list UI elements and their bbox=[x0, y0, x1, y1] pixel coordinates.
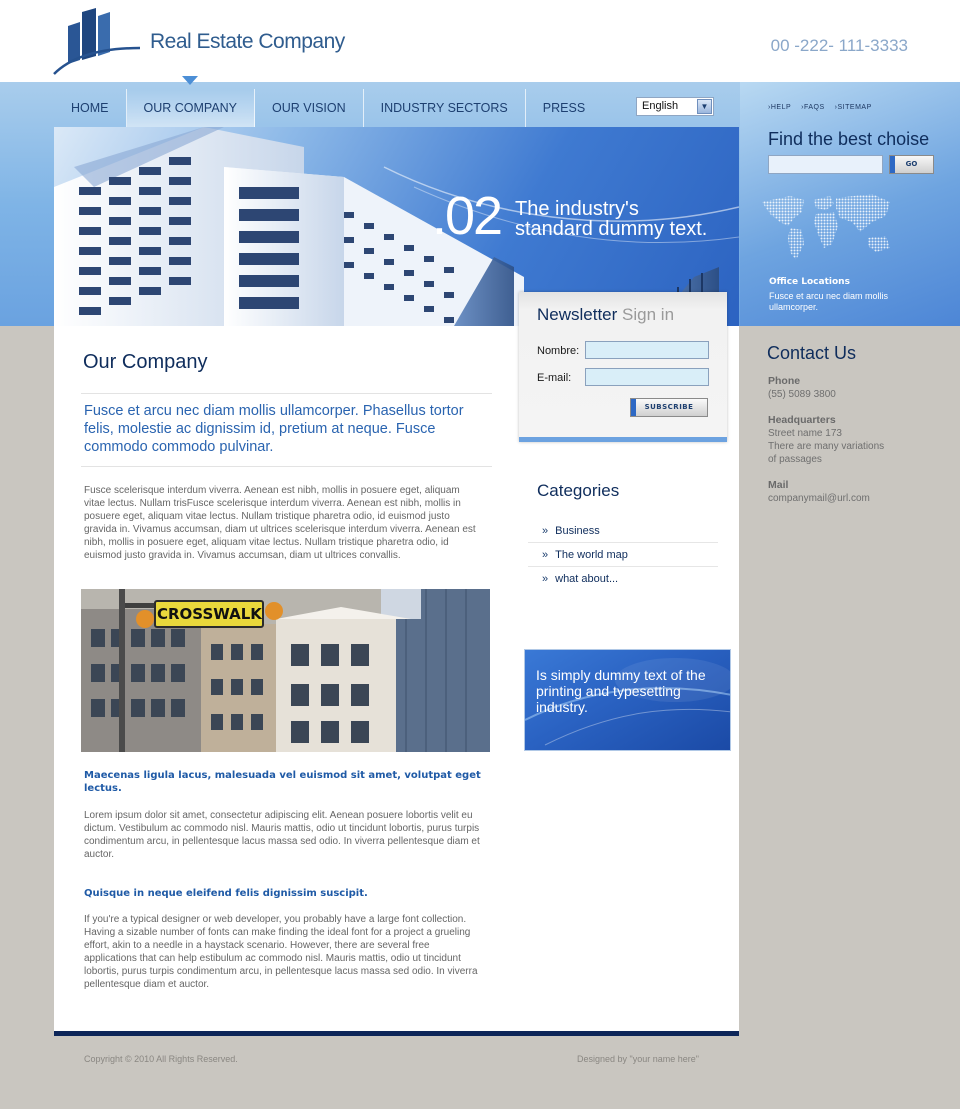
search-go-button[interactable]: GO bbox=[889, 155, 934, 174]
category-item-business[interactable] bbox=[528, 519, 718, 543]
category-label: The world map bbox=[555, 549, 628, 561]
search-input[interactable] bbox=[768, 155, 883, 174]
newsletter-title-soft: Sign in bbox=[622, 305, 675, 324]
phone-value: (55) 5089 3800 bbox=[768, 389, 836, 400]
title-divider bbox=[81, 393, 492, 394]
main-nav bbox=[54, 89, 602, 127]
crosswalk-sign-text: CROSSWALK bbox=[157, 605, 262, 623]
categories-list bbox=[528, 519, 718, 591]
email-label: E-mail: bbox=[537, 372, 572, 384]
nav-industry-sectors-label: INDUSTRY SECTORS bbox=[380, 101, 508, 115]
category-item-world-map[interactable] bbox=[528, 543, 718, 567]
newsletter-title-main: Newsletter bbox=[537, 305, 618, 324]
contact-phone bbox=[768, 375, 938, 401]
section-paragraph-2: If you're a typical designer or web developer, you probably have a large font collection. Having a sizable number of fonts can make finding the ideal font for a project a grueling effort, akin to a needle in a haystack scenario. However, there are several free applications that can help estibulum ac commodo nisl. Mauris mattis, odio ut tincidunt lobortis, purus turpis condimentum arcu, in pellentesque lacus massa sed odio. In viverra pellentesque diam et auctor. bbox=[84, 914, 478, 990]
language-value: English bbox=[642, 100, 679, 112]
crosswalk-photo bbox=[81, 589, 490, 752]
category-label: what about... bbox=[555, 573, 619, 585]
promo-text: Is simply dummy text of the printing and typesetting industry. bbox=[536, 667, 706, 715]
mail-value[interactable]: companymail@url.com bbox=[768, 493, 870, 504]
lead-divider bbox=[81, 466, 492, 467]
hero-number: .02 bbox=[432, 186, 502, 246]
hq-line-1: Street name 173 bbox=[768, 428, 842, 439]
nav-our-vision[interactable] bbox=[255, 89, 364, 127]
category-item-what-about[interactable] bbox=[528, 567, 718, 591]
newsletter-box bbox=[519, 292, 727, 442]
phone-label: Phone bbox=[768, 375, 801, 387]
section-heading-2: Quisque in neque eleifend felis dignissim suscipit. bbox=[84, 888, 368, 899]
mail-label: Mail bbox=[768, 479, 789, 491]
newsletter-bottom-bar bbox=[519, 437, 727, 442]
hero-line-1: The industry's bbox=[515, 198, 639, 220]
category-label: Business bbox=[555, 525, 600, 537]
hq-line-3: of passages bbox=[768, 454, 822, 465]
nav-our-vision-label: OUR VISION bbox=[272, 101, 346, 115]
brand-name: Real Estate Company bbox=[150, 30, 345, 53]
company-logo[interactable] bbox=[52, 8, 142, 76]
header-phone: 00 -222- 111-3333 bbox=[770, 36, 908, 55]
promo-banner[interactable] bbox=[524, 649, 731, 751]
hero-line-2: standard dummy text. bbox=[515, 218, 708, 240]
double-chevron-icon: » bbox=[542, 549, 549, 561]
hq-label: Headquarters bbox=[768, 414, 836, 426]
nav-industry-sectors[interactable] bbox=[364, 89, 526, 127]
name-label: Nombre: bbox=[537, 345, 580, 357]
nav-home-label: HOME bbox=[71, 101, 109, 115]
lead-paragraph: Fusce et arcu nec diam mollis ullamcorper. Phasellus tortor felis, molestie ac dignissim id, pretium at neque. Fusce commodo commodo pulvinar. bbox=[84, 403, 464, 455]
name-input[interactable] bbox=[585, 341, 709, 359]
categories-title: Categories bbox=[537, 481, 620, 500]
office-locations-text: Fusce et arcu nec diam mollis ullamcorper. bbox=[769, 291, 889, 312]
section-heading-1: Maecenas ligula lacus, malesuada vel euismod sit amet, volutpat eget lectus. bbox=[84, 770, 481, 794]
office-locations-title[interactable]: Office Locations bbox=[769, 277, 850, 287]
nav-press[interactable] bbox=[526, 89, 602, 127]
active-arrow-icon bbox=[182, 76, 198, 85]
hero-tagline bbox=[515, 199, 707, 239]
section-paragraph-1: Lorem ipsum dolor sit amet, consectetur adipiscing elit. Aenean posuere lobortis velit eu dictum. Vestibulum ac commodo nisl. Mauris mattis, odio ut tincidunt lobortis, purus turpis condimentum arcu, in pellentesque lacus massa sed odio. In viverra pellentesque diam et auctor. bbox=[84, 810, 480, 860]
faqs-link[interactable]: › FAQS bbox=[801, 104, 825, 111]
chevron-down-icon[interactable]: ▼ bbox=[697, 99, 712, 114]
newsletter-title bbox=[537, 305, 674, 325]
designer-credit: Designed by "your name here" bbox=[577, 1054, 699, 1064]
page-title: Our Company bbox=[83, 351, 208, 373]
subscribe-button[interactable]: SUBSCRIBE bbox=[630, 398, 708, 417]
intro-paragraph: Fusce scelerisque interdum viverra. Aenean est nibh, mollis in posuere eget, aliquam vitae lectus. Nullam trisFusce scelerisque interdum viverra. Aenean est nibh, mollis in posuere eget, aliquam vitae lectus. Nullam tristique pharetra odio, id euismod justo gravida in. Vivamus accumsan, diam ut ultrices scelerisque interdum viverra. Aenean est nibh, mollis in posuere eget, aliquam vitae lectus. Nullam tristique pharetra odio, id euismod justo gravida in. Vivamus accumsan, diam ut ultrices convallis. bbox=[84, 485, 476, 561]
contact-title: Contact Us bbox=[767, 343, 857, 363]
language-select[interactable] bbox=[636, 97, 714, 116]
double-chevron-icon: » bbox=[542, 525, 549, 537]
double-chevron-icon: » bbox=[542, 573, 549, 585]
site-header bbox=[0, 0, 960, 82]
sitemap-link[interactable]: › SITEMAP bbox=[835, 104, 872, 111]
nav-press-label: PRESS bbox=[542, 101, 586, 115]
contact-headquarters bbox=[768, 414, 938, 466]
nav-our-company[interactable] bbox=[127, 89, 256, 127]
contact-mail bbox=[768, 479, 938, 505]
world-map-icon[interactable] bbox=[760, 192, 895, 264]
copyright-text: Copyright © 2010 All Rights Reserved. bbox=[84, 1054, 238, 1064]
nav-home[interactable] bbox=[54, 89, 127, 127]
email-input[interactable] bbox=[585, 368, 709, 386]
help-link[interactable]: › HELP bbox=[768, 104, 791, 111]
search-title: Find the best choise bbox=[768, 129, 930, 149]
nav-our-company-label: OUR COMPANY bbox=[143, 101, 238, 115]
hq-line-2: There are many variations bbox=[768, 441, 885, 452]
utility-links bbox=[768, 104, 872, 111]
main-bottom-bar bbox=[54, 1031, 739, 1036]
